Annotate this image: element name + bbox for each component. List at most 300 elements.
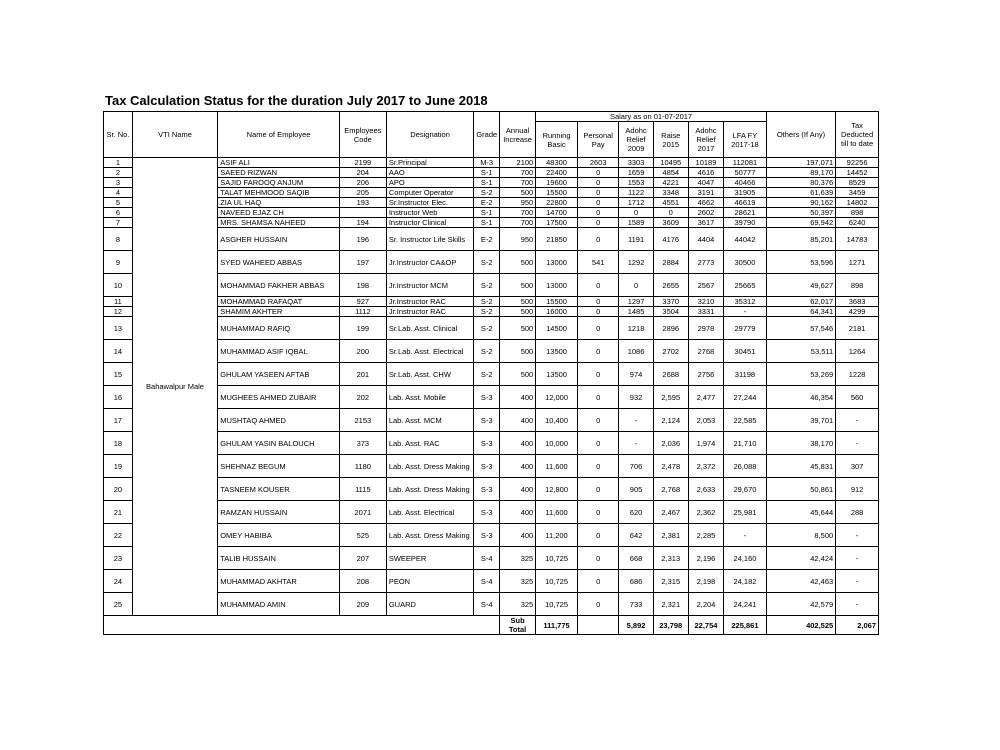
cell-designation: Sr.Instructor Elec.	[386, 198, 474, 208]
cell-employee-name: MOHAMMAD FAKHER ABBAS	[218, 274, 340, 297]
cell-adhoc-relief-2009: 1218	[619, 317, 653, 340]
cell-personal-pay: 0	[577, 409, 619, 432]
cell-annual-increase: 700	[499, 218, 535, 228]
subtotal-others: 402,525	[766, 616, 835, 635]
cell-employee-code: 1115	[339, 478, 386, 501]
cell-grade: S-4	[474, 593, 500, 616]
table-row	[104, 208, 879, 218]
cell-raise-2015: 2884	[653, 251, 688, 274]
cell-employee-name: SAEED RIZWAN	[218, 168, 340, 178]
table-row	[104, 198, 879, 208]
cell-tax-deducted: -	[836, 409, 879, 432]
cell-grade: S-1	[474, 218, 500, 228]
cell-employee-name: MUHAMMAD ASIF IQBAL	[218, 340, 340, 363]
cell-designation: Jr.Instructor CA&OP	[386, 251, 474, 274]
cell-grade: S-3	[474, 432, 500, 455]
cell-personal-pay: 0	[577, 307, 619, 317]
cell-designation: GUARD	[386, 593, 474, 616]
cell-adhoc-relief-2017: 4616	[688, 168, 723, 178]
header-salary-group: Salary as on 01-07-2017	[536, 112, 767, 122]
cell-tax-deducted: 288	[836, 501, 879, 524]
cell-employee-name: SAJID FAROOQ ANJUM	[218, 178, 340, 188]
table-row	[104, 158, 879, 168]
cell-lfa: 31198	[724, 363, 767, 386]
cell-adhoc-relief-2017: 2,196	[688, 547, 723, 570]
header-raise-2015: Raise 2015	[653, 122, 688, 158]
cell-personal-pay: 0	[577, 593, 619, 616]
cell-annual-increase: 500	[499, 188, 535, 198]
cell-designation: APO	[386, 178, 474, 188]
cell-running-basic: 13000	[536, 251, 578, 274]
cell-others: 69,942	[766, 218, 835, 228]
cell-grade: S-2	[474, 251, 500, 274]
cell-others: 197,071	[766, 158, 835, 168]
cell-adhoc-relief-2017: 2,372	[688, 455, 723, 478]
cell-grade: S-4	[474, 570, 500, 593]
header-employee-name: Name of Employee	[218, 112, 340, 158]
cell-lfa: 22,585	[724, 409, 767, 432]
cell-adhoc-relief-2009: 905	[619, 478, 653, 501]
cell-employee-code: 202	[339, 386, 386, 409]
cell-adhoc-relief-2017: 2773	[688, 251, 723, 274]
cell-personal-pay: 0	[577, 455, 619, 478]
cell-annual-increase: 325	[499, 593, 535, 616]
subtotal-spacer	[104, 616, 500, 635]
cell-employee-name: SHAMIM AKHTER	[218, 307, 340, 317]
subtotal-lfa: 225,861	[724, 616, 767, 635]
cell-annual-increase: 500	[499, 307, 535, 317]
cell-grade: S-1	[474, 168, 500, 178]
cell-grade: S-2	[474, 188, 500, 198]
table-row	[104, 432, 879, 455]
cell-raise-2015: 2702	[653, 340, 688, 363]
tax-calculation-table	[103, 111, 879, 635]
header-annual-increase: Annual Increase	[499, 112, 535, 158]
header-others: Others (If Any)	[766, 112, 835, 158]
subtotal-running-basic: 111,775	[536, 616, 578, 635]
cell-employee-code: 199	[339, 317, 386, 340]
table-row	[104, 547, 879, 570]
cell-employee-name: SYED WAHEED ABBAS	[218, 251, 340, 274]
cell-raise-2015: 2,768	[653, 478, 688, 501]
cell-employee-code: 200	[339, 340, 386, 363]
cell-grade: S-3	[474, 524, 500, 547]
cell-personal-pay: 0	[577, 570, 619, 593]
cell-employee-name: ASIF ALI	[218, 158, 340, 168]
cell-personal-pay: 0	[577, 524, 619, 547]
cell-adhoc-relief-2017: 2,285	[688, 524, 723, 547]
cell-tax-deducted: 14802	[836, 198, 879, 208]
cell-others: 53,511	[766, 340, 835, 363]
cell-running-basic: 15500	[536, 297, 578, 307]
cell-running-basic: 10,725	[536, 570, 578, 593]
cell-grade: S-2	[474, 340, 500, 363]
cell-adhoc-relief-2009: 686	[619, 570, 653, 593]
cell-adhoc-relief-2017: 10189	[688, 158, 723, 168]
table-body	[104, 158, 879, 635]
cell-tax-deducted: 912	[836, 478, 879, 501]
cell-lfa: 44042	[724, 228, 767, 251]
cell-employee-code: 198	[339, 274, 386, 297]
cell-designation: Jr.Instructor MCM	[386, 274, 474, 297]
cell-designation: Instructor Clinical	[386, 218, 474, 228]
cell-personal-pay: 0	[577, 363, 619, 386]
cell-lfa: 40466	[724, 178, 767, 188]
cell-others: 53,269	[766, 363, 835, 386]
cell-sr-no: 16	[104, 386, 133, 409]
cell-designation: Lab. Asst. RAC	[386, 432, 474, 455]
cell-others: 80,376	[766, 178, 835, 188]
cell-sr-no: 3	[104, 178, 133, 188]
cell-lfa: 46619	[724, 198, 767, 208]
cell-grade: M-3	[474, 158, 500, 168]
header-running-basic: Running Basic	[536, 122, 578, 158]
cell-employee-code: 1112	[339, 307, 386, 317]
cell-annual-increase: 500	[499, 274, 535, 297]
cell-others: 61,639	[766, 188, 835, 198]
cell-sr-no: 24	[104, 570, 133, 593]
cell-others: 42,579	[766, 593, 835, 616]
cell-designation: Computer Operator	[386, 188, 474, 198]
cell-lfa: 30500	[724, 251, 767, 274]
cell-raise-2015: 2,124	[653, 409, 688, 432]
cell-adhoc-relief-2009: 620	[619, 501, 653, 524]
cell-annual-increase: 400	[499, 501, 535, 524]
cell-grade: S-1	[474, 208, 500, 218]
cell-adhoc-relief-2009: 1485	[619, 307, 653, 317]
cell-sr-no: 6	[104, 208, 133, 218]
cell-employee-name: MOHAMMAD RAFAQAT	[218, 297, 340, 307]
cell-designation: Lab. Asst. Electrical	[386, 501, 474, 524]
cell-employee-code: 208	[339, 570, 386, 593]
cell-employee-name: MUGHEES AHMED ZUBAIR	[218, 386, 340, 409]
cell-lfa: 28621	[724, 208, 767, 218]
cell-designation: Jr.Instructor RAC	[386, 297, 474, 307]
cell-raise-2015: 4176	[653, 228, 688, 251]
cell-others: 53,596	[766, 251, 835, 274]
cell-adhoc-relief-2017: 2,204	[688, 593, 723, 616]
cell-tax-deducted: 14783	[836, 228, 879, 251]
cell-running-basic: 14500	[536, 317, 578, 340]
cell-grade: S-3	[474, 478, 500, 501]
cell-personal-pay: 0	[577, 317, 619, 340]
cell-others: 50,397	[766, 208, 835, 218]
cell-tax-deducted: -	[836, 570, 879, 593]
cell-grade: S-3	[474, 409, 500, 432]
cell-employee-name: TALAT MEHMOOD SAQIB	[218, 188, 340, 198]
cell-personal-pay: 0	[577, 501, 619, 524]
table-row	[104, 386, 879, 409]
cell-tax-deducted: 307	[836, 455, 879, 478]
cell-adhoc-relief-2009: 0	[619, 208, 653, 218]
cell-tax-deducted: 560	[836, 386, 879, 409]
cell-adhoc-relief-2009: 932	[619, 386, 653, 409]
cell-lfa: 25665	[724, 274, 767, 297]
header-employee-code: Employees Code	[339, 112, 386, 158]
cell-lfa: 24,241	[724, 593, 767, 616]
cell-adhoc-relief-2017: 2,477	[688, 386, 723, 409]
cell-employee-name: SHEHNAZ BEGUM	[218, 455, 340, 478]
cell-employee-code: 205	[339, 188, 386, 198]
cell-others: 57,546	[766, 317, 835, 340]
cell-others: 89,170	[766, 168, 835, 178]
cell-annual-increase: 400	[499, 455, 535, 478]
cell-employee-name: MUSHTAQ AHMED	[218, 409, 340, 432]
cell-lfa: 50777	[724, 168, 767, 178]
table-row	[104, 340, 879, 363]
cell-running-basic: 11,200	[536, 524, 578, 547]
cell-employee-code: 525	[339, 524, 386, 547]
cell-running-basic: 10,000	[536, 432, 578, 455]
cell-personal-pay: 0	[577, 478, 619, 501]
cell-employee-code: 196	[339, 228, 386, 251]
cell-designation: Lab. Asst. Dress Making	[386, 524, 474, 547]
cell-employee-code: 2199	[339, 158, 386, 168]
cell-adhoc-relief-2009: 1553	[619, 178, 653, 188]
cell-personal-pay: 0	[577, 228, 619, 251]
cell-sr-no: 14	[104, 340, 133, 363]
cell-others: 42,463	[766, 570, 835, 593]
cell-personal-pay: 0	[577, 432, 619, 455]
cell-raise-2015: 2,313	[653, 547, 688, 570]
cell-tax-deducted: 92256	[836, 158, 879, 168]
cell-running-basic: 11,600	[536, 501, 578, 524]
cell-employee-name: GHULAM YASEEN AFTAB	[218, 363, 340, 386]
cell-designation: Lab. Asst. Mobile	[386, 386, 474, 409]
header-lfa: LFA FY 2017-18	[724, 122, 767, 158]
cell-adhoc-relief-2017: 2768	[688, 340, 723, 363]
cell-raise-2015: 2,478	[653, 455, 688, 478]
cell-sr-no: 13	[104, 317, 133, 340]
table-row	[104, 297, 879, 307]
cell-annual-increase: 400	[499, 478, 535, 501]
cell-annual-increase: 500	[499, 317, 535, 340]
cell-tax-deducted: 898	[836, 274, 879, 297]
cell-raise-2015: 2,315	[653, 570, 688, 593]
cell-running-basic: 16000	[536, 307, 578, 317]
cell-lfa: 31905	[724, 188, 767, 198]
cell-tax-deducted: 898	[836, 208, 879, 218]
cell-others: 49,627	[766, 274, 835, 297]
cell-grade: S-2	[474, 274, 500, 297]
cell-sr-no: 15	[104, 363, 133, 386]
cell-adhoc-relief-2017: 4404	[688, 228, 723, 251]
cell-sr-no: 5	[104, 198, 133, 208]
cell-sr-no: 10	[104, 274, 133, 297]
cell-tax-deducted: 3683	[836, 297, 879, 307]
cell-employee-code: 207	[339, 547, 386, 570]
cell-tax-deducted: 1264	[836, 340, 879, 363]
table-row	[104, 307, 879, 317]
header-sr-no: Sr. No.	[104, 112, 133, 158]
cell-employee-name: TASNEEM KOUSER	[218, 478, 340, 501]
cell-employee-name: ASGHER HUSSAIN	[218, 228, 340, 251]
table-row	[104, 188, 879, 198]
cell-others: 90,162	[766, 198, 835, 208]
cell-adhoc-relief-2017: 2,362	[688, 501, 723, 524]
cell-raise-2015: 2,467	[653, 501, 688, 524]
cell-adhoc-relief-2017: 3331	[688, 307, 723, 317]
table-row	[104, 168, 879, 178]
cell-annual-increase: 400	[499, 524, 535, 547]
cell-employee-code: 193	[339, 198, 386, 208]
cell-running-basic: 15500	[536, 188, 578, 198]
cell-grade: E-2	[474, 228, 500, 251]
cell-employee-code: 197	[339, 251, 386, 274]
cell-personal-pay: 0	[577, 188, 619, 198]
cell-adhoc-relief-2017: 2567	[688, 274, 723, 297]
cell-lfa: 21,710	[724, 432, 767, 455]
cell-running-basic: 11,600	[536, 455, 578, 478]
cell-others: 85,201	[766, 228, 835, 251]
table-row	[104, 363, 879, 386]
cell-annual-increase: 700	[499, 178, 535, 188]
cell-raise-2015: 4551	[653, 198, 688, 208]
cell-personal-pay: 0	[577, 208, 619, 218]
cell-adhoc-relief-2017: 2978	[688, 317, 723, 340]
cell-annual-increase: 950	[499, 198, 535, 208]
cell-adhoc-relief-2009: 706	[619, 455, 653, 478]
cell-annual-increase: 700	[499, 208, 535, 218]
cell-designation: Sr.Lab. Asst. Clinical	[386, 317, 474, 340]
cell-adhoc-relief-2009: 1191	[619, 228, 653, 251]
cell-lfa: 24,182	[724, 570, 767, 593]
cell-adhoc-relief-2017: 4662	[688, 198, 723, 208]
cell-grade: S-1	[474, 178, 500, 188]
cell-lfa: 29,670	[724, 478, 767, 501]
header-tax-deducted: Tax Deducted till to date	[836, 112, 879, 158]
cell-tax-deducted: -	[836, 593, 879, 616]
cell-lfa: 112081	[724, 158, 767, 168]
cell-running-basic: 13000	[536, 274, 578, 297]
cell-sr-no: 8	[104, 228, 133, 251]
cell-annual-increase: 400	[499, 386, 535, 409]
cell-personal-pay: 0	[577, 547, 619, 570]
cell-sr-no: 7	[104, 218, 133, 228]
header-vti-name: VTI Name	[132, 112, 217, 158]
cell-running-basic: 21850	[536, 228, 578, 251]
cell-annual-increase: 400	[499, 409, 535, 432]
cell-lfa: 24,160	[724, 547, 767, 570]
cell-sr-no: 9	[104, 251, 133, 274]
cell-tax-deducted: 6240	[836, 218, 879, 228]
cell-grade: S-3	[474, 501, 500, 524]
cell-designation: Instructor Web	[386, 208, 474, 218]
cell-adhoc-relief-2009: 1589	[619, 218, 653, 228]
cell-adhoc-relief-2017: 2,633	[688, 478, 723, 501]
table-row	[104, 478, 879, 501]
cell-tax-deducted: 8529	[836, 178, 879, 188]
table-row	[104, 274, 879, 297]
cell-raise-2015: 0	[653, 208, 688, 218]
cell-lfa: 35312	[724, 297, 767, 307]
cell-adhoc-relief-2017: 3191	[688, 188, 723, 198]
cell-personal-pay: 0	[577, 218, 619, 228]
cell-grade: S-2	[474, 317, 500, 340]
cell-employee-code: 204	[339, 168, 386, 178]
cell-adhoc-relief-2017: 4047	[688, 178, 723, 188]
cell-designation: Sr. Instructor Life Skills	[386, 228, 474, 251]
cell-running-basic: 13500	[536, 340, 578, 363]
cell-raise-2015: 4221	[653, 178, 688, 188]
cell-raise-2015: 2896	[653, 317, 688, 340]
cell-tax-deducted: 3459	[836, 188, 879, 198]
header-adhoc-relief-2017: Adohc Relief 2017	[688, 122, 723, 158]
cell-lfa: 25,981	[724, 501, 767, 524]
cell-designation: Lab. Asst. Dress Making	[386, 478, 474, 501]
cell-grade: S-2	[474, 307, 500, 317]
document-title: Tax Calculation Status for the duration July 2017 to June 2018	[105, 93, 488, 108]
cell-sr-no: 4	[104, 188, 133, 198]
cell-tax-deducted: -	[836, 432, 879, 455]
cell-sr-no: 19	[104, 455, 133, 478]
cell-others: 8,500	[766, 524, 835, 547]
cell-annual-increase: 500	[499, 363, 535, 386]
cell-running-basic: 17500	[536, 218, 578, 228]
cell-designation: Sr.Principal	[386, 158, 474, 168]
cell-adhoc-relief-2009: -	[619, 432, 653, 455]
cell-adhoc-relief-2009: 642	[619, 524, 653, 547]
cell-employee-name: OMEY HABIBA	[218, 524, 340, 547]
cell-employee-code: 209	[339, 593, 386, 616]
cell-designation: PEON	[386, 570, 474, 593]
cell-sr-no: 2	[104, 168, 133, 178]
cell-designation: Sr.Lab. Asst. Electrical	[386, 340, 474, 363]
table-row	[104, 524, 879, 547]
cell-others: 45,644	[766, 501, 835, 524]
table-row	[104, 178, 879, 188]
cell-running-basic: 10,400	[536, 409, 578, 432]
table-row	[104, 455, 879, 478]
subtotal-adhoc-relief-2017: 22,754	[688, 616, 723, 635]
cell-lfa: 26,088	[724, 455, 767, 478]
cell-tax-deducted: 1228	[836, 363, 879, 386]
cell-designation: Lab. Asst. MCM	[386, 409, 474, 432]
cell-employee-code: 2071	[339, 501, 386, 524]
cell-vti-name: Bahawalpur Male	[132, 158, 217, 616]
cell-annual-increase: 500	[499, 340, 535, 363]
cell-others: 38,170	[766, 432, 835, 455]
cell-employee-name: MUHAMMAD AKHTAR	[218, 570, 340, 593]
cell-running-basic: 22400	[536, 168, 578, 178]
cell-annual-increase: 950	[499, 228, 535, 251]
cell-annual-increase: 400	[499, 432, 535, 455]
cell-personal-pay: 0	[577, 178, 619, 188]
cell-lfa: -	[724, 307, 767, 317]
cell-running-basic: 14700	[536, 208, 578, 218]
cell-annual-increase: 700	[499, 168, 535, 178]
cell-raise-2015: 10495	[653, 158, 688, 168]
cell-raise-2015: 3504	[653, 307, 688, 317]
cell-grade: S-2	[474, 297, 500, 307]
cell-employee-code: 373	[339, 432, 386, 455]
cell-employee-code: 206	[339, 178, 386, 188]
cell-adhoc-relief-2009: 3303	[619, 158, 653, 168]
cell-lfa: 29779	[724, 317, 767, 340]
cell-raise-2015: 3370	[653, 297, 688, 307]
cell-lfa: 27,244	[724, 386, 767, 409]
cell-annual-increase: 500	[499, 297, 535, 307]
cell-raise-2015: 2655	[653, 274, 688, 297]
cell-tax-deducted: -	[836, 524, 879, 547]
cell-employee-code: 2153	[339, 409, 386, 432]
cell-employee-name: MUHAMMAD RAFIQ	[218, 317, 340, 340]
cell-employee-name: NAVEED EJAZ CH	[218, 208, 340, 218]
cell-lfa: 30451	[724, 340, 767, 363]
cell-sr-no: 12	[104, 307, 133, 317]
cell-adhoc-relief-2009: -	[619, 409, 653, 432]
cell-designation: AAO	[386, 168, 474, 178]
